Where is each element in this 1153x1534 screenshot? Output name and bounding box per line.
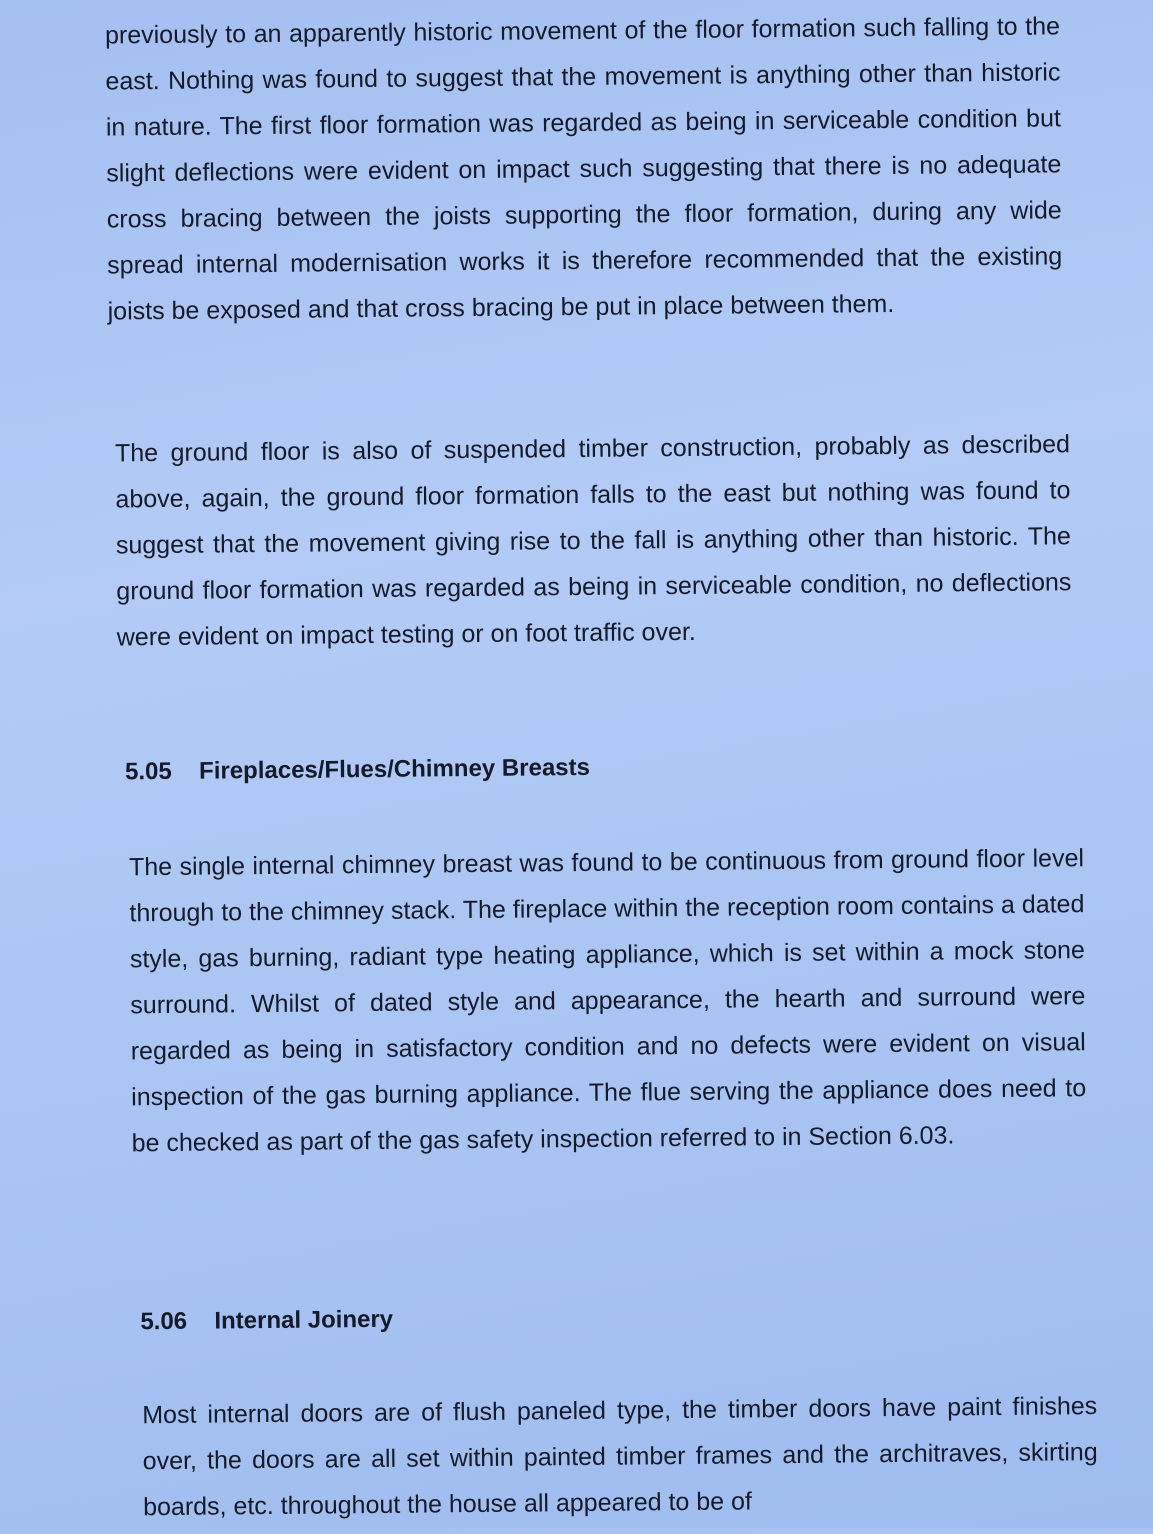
paragraph-ground-floor: The ground floor is also of suspended timber construction, probably as described above, again, the ground floor formation falls to the east but nothing was found to suggest that the movement giving rise to the fall is anything other than historic. The ground floor formation was regarded as being in serviceable condition, no deflections were evident on impact testing or on foot traffic over. [114, 430, 1072, 652]
section-heading-internal-joinery [140, 1306, 393, 1336]
section-title: Internal Joinery [214, 1305, 394, 1335]
paragraph-chimney-breast: The single internal chimney breast was found to be continuous from ground floor level through to the chimney stack. The fireplace within the reception room contains a dated style, gas burning, radiant type heating appliance, which is set within a mock stone surround. Whilst of dated style and appearance, the hearth and surround were regarded as being in satisfactory condition and no defects were evident on visual inspection of the gas burning appliance. The flue serving the appliance does need to be checked as part of the gas safety inspection referred to in Section 6.03. [128, 844, 1087, 1158]
paragraph-floor-movement: previously to an apparently historic movement of the floor formation such falling to the east. Nothing was found to suggest that the movement is anything other than historic in nature. The first floor formation was regarded as being in serviceable condition but slight deflections were evident on impact such suggesting that there is no adequate cross bracing between the joists supporting the floor formation, during any wide spread internal modernisation works it is therefore recommended that the existing joists be exposed and that cross bracing be put in place between them. [104, 12, 1063, 326]
section-heading-fireplaces [125, 754, 590, 786]
section-number: 5.05 [124, 757, 172, 786]
section-title: Fireplaces/Flues/Chimney Breasts [198, 753, 591, 785]
paragraph-internal-doors: Most internal doors are of flush paneled type, the timber doors have paint finishes over, the doors are all set within painted timber frames and the architraves, skirting boards, etc. throughout the house all appeared to be of [142, 1392, 1098, 1522]
section-number: 5.06 [140, 1307, 188, 1336]
